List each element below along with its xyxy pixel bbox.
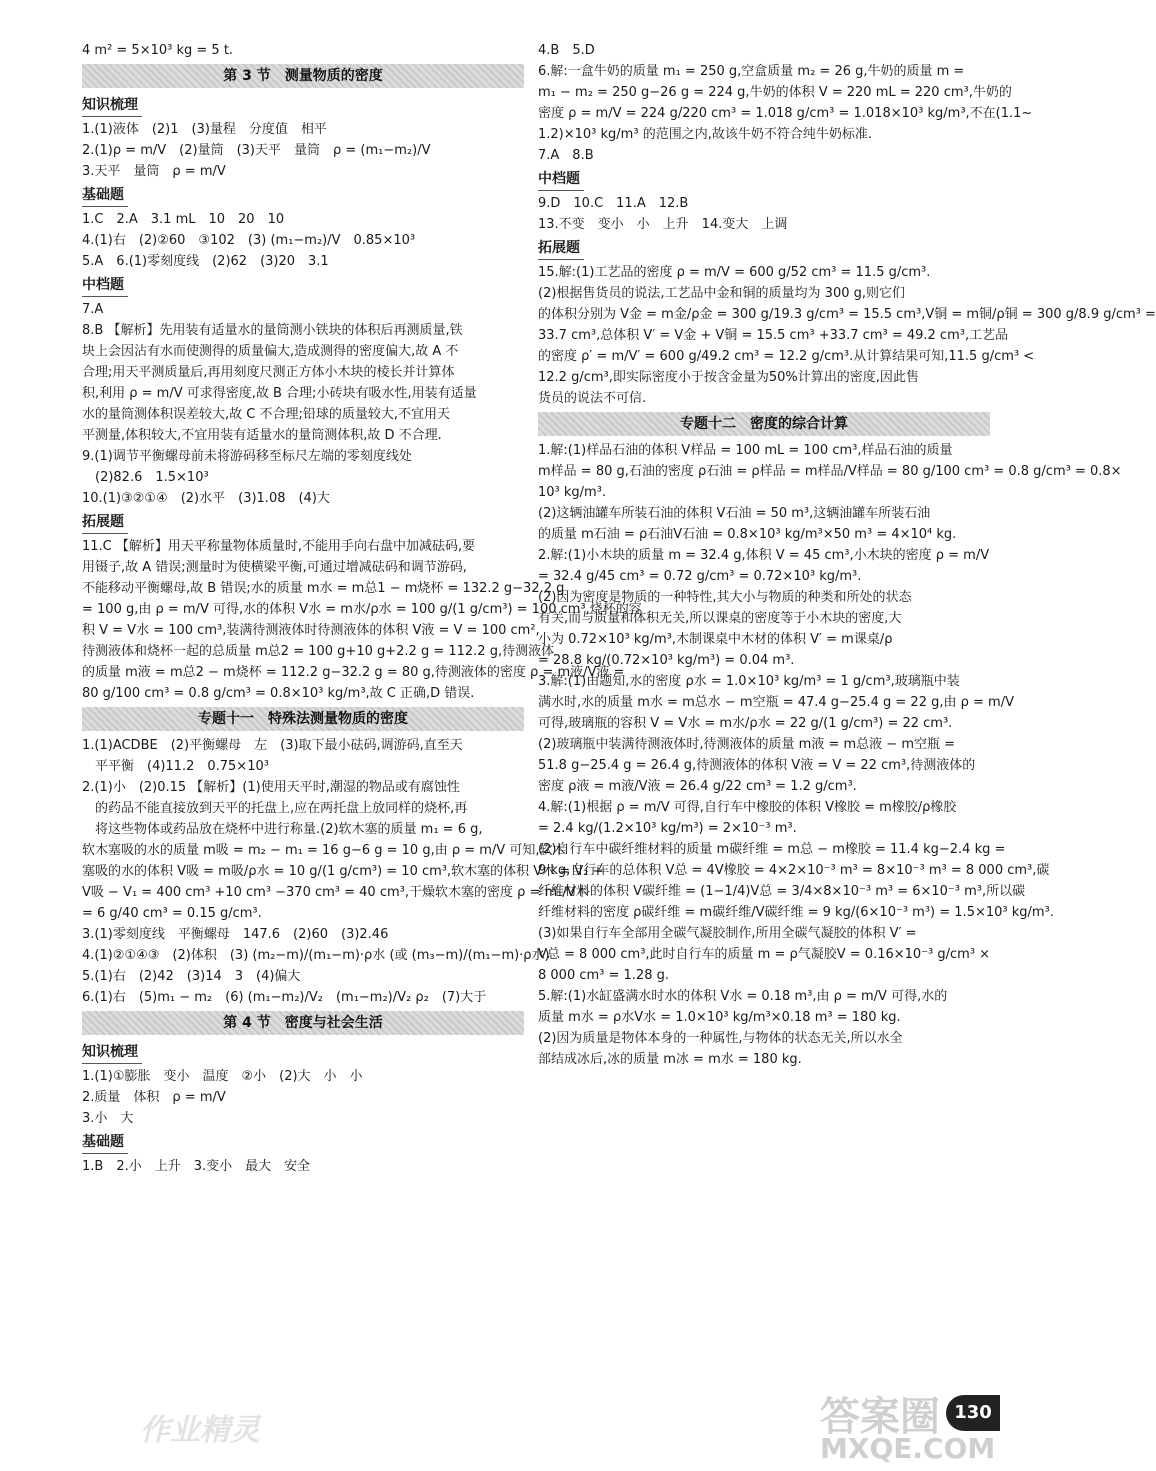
answer-line: 12.2 g/cm³,即实际密度小于按含金量为50%计算出的密度,因此售 bbox=[538, 370, 919, 385]
answer-line: = 28.8 kg/(0.72×10³ kg/m³) = 0.04 m³. bbox=[538, 653, 795, 668]
answer-line: 1.解:(1)样品石油的体积 V样品 = 100 mL = 100 cm³,样品石油的质量 bbox=[538, 443, 953, 458]
subsection-heading-row bbox=[82, 182, 524, 209]
answer-line: 9.D 10.C 11.A 12.B bbox=[538, 196, 689, 211]
answer-line: 小为 0.72×10³ kg/m³,木制课桌中木材的体积 V′ = m课桌/ρ bbox=[538, 632, 893, 647]
subsection-heading-row bbox=[82, 1039, 524, 1066]
answer-line: 平测量,体积较大,不宜用装有适量水的量筒测体积,故 D 不合理. bbox=[82, 428, 442, 443]
answer-line: 纤维材料的体积 V碳纤维 = (1−1/4)V总 = 3/4×8×10⁻³ m³ = 6×10⁻³ m³,所以碳 bbox=[538, 884, 1026, 899]
subsection-heading-row bbox=[538, 166, 990, 193]
answer-line: 可得,玻璃瓶的容积 V = V水 = m水/ρ水 = 22 g/(1 g/cm³) = 22 cm³. bbox=[538, 716, 953, 731]
answer-line: 6.(1)右 (5)m₁ − m₂ (6) (m₁−m₂)/V₂ (m₁−m₂)/V₂ ρ₂ (7)大于 bbox=[82, 990, 487, 1005]
subsection-heading: 知识梳理 bbox=[82, 1041, 142, 1064]
answer-line: 1.B 2.小 上升 3.变小 最大 安全 bbox=[82, 1159, 311, 1174]
subsection-heading: 中档题 bbox=[538, 168, 584, 191]
answer-line: 15.解:(1)工艺品的密度 ρ = m/V = 600 g/52 cm³ = 11.5 g/cm³. bbox=[538, 265, 931, 280]
answer-line: 2.解:(1)小木块的质量 m = 32.4 g,体积 V = 45 cm³,小木块的密度 ρ = m/V bbox=[538, 548, 990, 563]
answer-line: 1.(1)①膨胀 变小 温度 ②小 (2)大 小 小 bbox=[82, 1069, 363, 1084]
section-heading: 第 4 节 密度与社会生活 bbox=[82, 1011, 524, 1035]
answer-line: (2)因为密度是物质的一种特性,其大小与物质的种类和所处的状态 bbox=[538, 590, 912, 605]
subsection-heading-row bbox=[82, 509, 524, 536]
answer-line: 不能移动平衡螺母,故 B 错误;水的质量 m水 = m总1 − m烧杯 = 132.2 g−32.2 g bbox=[82, 581, 565, 596]
section-heading: 专题十一 特殊法测量物质的密度 bbox=[82, 707, 524, 731]
answer-line: m₁ − m₂ = 250 g−26 g = 224 g,牛奶的体积 V = 220 mL = 220 cm³,牛奶的 bbox=[538, 85, 1012, 100]
answer-line: 软木塞吸的水的质量 m吸 = m₂ − m₁ = 16 g−6 g = 10 g,由 ρ = m/V 可知,软木 bbox=[82, 843, 566, 858]
answer-line: (2)因为质量是物体本身的一种属性,与物体的状态无关,所以水全 bbox=[538, 1031, 903, 1046]
answer-line: 的质量 m石油 = ρ石油V石油 = 0.8×10³ kg/m³×50 m³ = 4×10⁴ kg. bbox=[538, 527, 957, 542]
answer-line: (2)根据售货员的说法,工艺品中金和铜的质量均为 300 g,则它们 bbox=[538, 286, 906, 301]
answer-line: 4.B 5.D bbox=[538, 43, 595, 58]
answer-line: 水的量筒测体积误差较大,故 C 不合理;铅球的质量较大,不宜用天 bbox=[82, 407, 450, 422]
answer-line: 1.2)×10³ kg/m³ 的范围之内,故该牛奶不符合纯牛奶标准. bbox=[538, 127, 872, 142]
answer-line: (2)自行车中碳纤维材料的质量 m碳纤维 = m总 − m橡胶 = 11.4 kg−2.4 kg = bbox=[538, 842, 1006, 857]
answer-line: 待测液体和烧杯一起的总质量 m总2 = 100 g+10 g+2.2 g = 112.2 g,待测液体 bbox=[82, 644, 555, 659]
answer-line: 1.(1)ACDBE (2)平衡螺母 左 (3)取下最小砝码,调游码,直至天 bbox=[82, 738, 463, 753]
subsection-heading: 基础题 bbox=[82, 184, 128, 207]
answer-line: 6.解:一盒牛奶的质量 m₁ = 250 g,空盒质量 m₂ = 26 g,牛奶的质量 m = bbox=[538, 64, 965, 79]
answer-line: 7.A bbox=[82, 302, 104, 317]
answer-line: 10.(1)③②①④ (2)水平 (3)1.08 (4)大 bbox=[82, 491, 330, 506]
answer-line: 合理;用天平测质量后,再用刻度尺测正方体小木块的棱长并计算体 bbox=[82, 365, 455, 380]
answer-line: (2)82.6 1.5×10³ bbox=[82, 470, 209, 485]
answer-line: 2.质量 体积 ρ = m/V bbox=[82, 1090, 226, 1105]
subsection-heading-row bbox=[82, 1129, 524, 1156]
answer-line: 1.C 2.A 3.1 mL 10 20 10 bbox=[82, 212, 285, 227]
answer-line: 部结成冰后,冰的质量 m冰 = m水 = 180 kg. bbox=[538, 1052, 802, 1067]
answer-line: = 32.4 g/45 cm³ = 0.72 g/cm³ = 0.72×10³ kg/m³. bbox=[538, 569, 862, 584]
subsection-heading: 拓展题 bbox=[538, 237, 584, 260]
answer-line: (2)玻璃瓶中装满待测液体时,待测液体的质量 m液 = m总液 − m空瓶 = bbox=[538, 737, 956, 752]
subsection-heading-row bbox=[82, 272, 524, 299]
answer-line: 5.A 6.(1)零刻度线 (2)62 (3)20 3.1 bbox=[82, 254, 329, 269]
answer-line: 4.解:(1)根据 ρ = m/V 可得,自行车中橡胶的体积 V橡胶 = m橡胶/ρ橡胶 bbox=[538, 800, 957, 815]
answer-line: V总 = 8 000 cm³,此时自行车的质量 m = ρ气凝胶V = 0.16×10⁻³ g/cm³ × bbox=[538, 947, 991, 962]
answer-line: = 2.4 kg/(1.2×10³ kg/m³) = 2×10⁻³ m³. bbox=[538, 821, 797, 836]
answer-line: 满水时,水的质量 m水 = m总水 − m空瓶 = 47.4 g−25.4 g = 22 g,由 ρ = m/V bbox=[538, 695, 1014, 710]
watermark-logo: 答案圈 bbox=[820, 1394, 940, 1440]
answer-line: 的药品不能直接放到天平的托盘上,应在两托盘上放同样的烧杯,再 bbox=[82, 801, 468, 816]
answer-line: 10³ kg/m³. bbox=[538, 485, 607, 500]
answer-line: (3)如果自行车全部用全碳气凝胶制作,所用全碳气凝胶的体积 V′ = bbox=[538, 926, 917, 941]
answer-line: 积,利用 ρ = m/V 可求得密度,故 B 合理;小砖块有吸水性,用装有适量 bbox=[82, 386, 477, 401]
answer-line: 2.(1)ρ = m/V (2)量筒 (3)天平 量筒 ρ = (m₁−m₂)/V bbox=[82, 143, 431, 158]
subsection-heading: 拓展题 bbox=[82, 511, 128, 534]
answer-line: 80 g/100 cm³ = 0.8 g/cm³ = 0.8×10³ kg/m³,故 C 正确,D 错误. bbox=[82, 686, 475, 701]
answer-line: 塞吸的水的体积 V吸 = m吸/ρ水 = 10 g/(1 g/cm³) = 10 cm³,软木塞的体积 V木 = V₂ + bbox=[82, 864, 604, 879]
answer-line: 用镊子,故 A 错误;测量时为使横梁平衡,可通过增减砝码和调节游码, bbox=[82, 560, 467, 575]
answer-line: 质量 m水 = ρ水V水 = 1.0×10³ kg/m³×0.18 m³ = 180 kg. bbox=[538, 1010, 901, 1025]
subsection-heading: 中档题 bbox=[82, 274, 128, 297]
subsection-heading-row bbox=[538, 235, 990, 262]
answer-line: 平平衡 (4)11.2 0.75×10³ bbox=[82, 759, 269, 774]
answer-line: 的质量 m液 = m总2 − m烧杯 = 112.2 g−32.2 g = 80 g,待测液体的密度 ρ = m液/V液 = bbox=[82, 665, 625, 680]
answer-line: = 100 g,由 ρ = m/V 可得,水的体积 V水 = m水/ρ水 = 100 g/(1 g/cm³) = 100 cm³,烧杯的容 bbox=[82, 602, 642, 617]
answer-line: = 6 g/40 cm³ = 0.15 g/cm³. bbox=[82, 906, 262, 921]
watermark-text: 作业精灵 bbox=[140, 1413, 260, 1448]
answer-line: 密度 ρ液 = m液/V液 = 26.4 g/22 cm³ = 1.2 g/cm³. bbox=[538, 779, 857, 794]
answer-line: 4 m² = 5×10³ kg = 5 t. bbox=[82, 43, 234, 58]
answer-line: 8.B 【解析】先用装有适量水的量筒测小铁块的体积后再测质量,铁 bbox=[82, 323, 463, 338]
subsection-heading-row bbox=[82, 92, 524, 119]
answer-line: 4.(1)②①④③ (2)体积 (3) (m₂−m)/(m₁−m)·ρ水 (或 (m₃−m)/(m₁−m)·ρ水) bbox=[82, 948, 550, 963]
answer-line: 4.(1)右 (2)②60 ③102 (3) (m₁−m₂)/V 0.85×10³ bbox=[82, 233, 416, 248]
answer-line: 1.(1)液体 (2)1 (3)量程 分度值 相平 bbox=[82, 122, 327, 137]
answer-line: 5.解:(1)水缸盛满水时水的体积 V水 = 0.18 m³,由 ρ = m/V 可得,水的 bbox=[538, 989, 948, 1004]
answer-line: 3.小 大 bbox=[82, 1111, 134, 1126]
answer-line: m样品 = 80 g,石油的密度 ρ石油 = ρ样品 = m样品/V样品 = 80 g/100 cm³ = 0.8 g/cm³ = 0.8× bbox=[538, 464, 1122, 479]
answer-line: 9 kg,自行车的总体积 V总 = 4V橡胶 = 4×2×10⁻³ m³ = 8×10⁻³ m³ = 8 000 cm³,碳 bbox=[538, 863, 1050, 878]
answer-line: 将这些物体或药品放在烧杯中进行称量.(2)软木塞的质量 m₁ = 6 g, bbox=[82, 822, 483, 837]
answer-line: 33.7 cm³,总体积 V′ = V金 + V铜 = 15.5 cm³ +33.7 cm³ = 49.2 cm³,工艺品 bbox=[538, 328, 1009, 343]
answer-line: 积 V = V水 = 100 cm³,装满待测液体时待测液体的体积 V液 = V = 100 cm², bbox=[82, 623, 540, 638]
page-number: 130 bbox=[946, 1395, 1000, 1431]
answer-line: 的体积分别为 V金 = m金/ρ金 = 300 g/19.3 g/cm³ = 15.5 cm³,V铜 = m铜/ρ铜 = 300 g/8.9 g/cm³ = bbox=[538, 307, 1156, 322]
answer-line: V吸 − V₁ = 400 cm³ +10 cm³ −370 cm³ = 40 cm³,干燥软木塞的密度 ρ = m₁/V木 bbox=[82, 885, 589, 900]
answer-line: 的密度 ρ′ = m/V′ = 600 g/49.2 cm³ = 12.2 g/cm³.从计算结果可知,11.5 g/cm³ < bbox=[538, 349, 1035, 364]
watermark-site: MXQE.COM bbox=[820, 1432, 996, 1465]
answer-line: 5.(1)右 (2)42 (3)14 3 (4)偏大 bbox=[82, 969, 301, 984]
answer-line: 51.8 g−25.4 g = 26.4 g,待测液体的体积 V液 = V = 22 cm³,待测液体的 bbox=[538, 758, 976, 773]
answer-line: 3.解:(1)由题知,水的密度 ρ水 = 1.0×10³ kg/m³ = 1 g/cm³,玻璃瓶中装 bbox=[538, 674, 960, 689]
answer-line: 13.不变 变小 小 上升 14.变大 上调 bbox=[538, 217, 788, 232]
subsection-heading: 基础题 bbox=[82, 1131, 128, 1154]
answer-line: 2.(1)小 (2)0.15 【解析】(1)使用天平时,潮湿的物品或有腐蚀性 bbox=[82, 780, 460, 795]
right-answer-column bbox=[538, 40, 1156, 1070]
answer-line: 11.C 【解析】用天平称量物体质量时,不能用手向右盘中加减砝码,要 bbox=[82, 539, 476, 554]
answer-line: 货员的说法不可信. bbox=[538, 391, 647, 406]
answer-line: 9.(1)调节平衡螺母前未将游码移至标尺左端的零刻度线处 bbox=[82, 449, 412, 464]
answer-line: 3.(1)零刻度线 平衡螺母 147.6 (2)60 (3)2.46 bbox=[82, 927, 389, 942]
answer-line: 有关,而与质量和体积无关,所以课桌的密度等于小木块的密度,大 bbox=[538, 611, 902, 626]
answer-line: 7.A 8.B bbox=[538, 148, 594, 163]
answer-line: 纤维材料的密度 ρ碳纤维 = m碳纤维/V碳纤维 = 9 kg/(6×10⁻³ m³) = 1.5×10³ kg/m³. bbox=[538, 905, 1054, 920]
section-heading: 第 3 节 测量物质的密度 bbox=[82, 64, 524, 88]
answer-line: 3.天平 量筒 ρ = m/V bbox=[82, 164, 226, 179]
answer-line: (2)这辆油罐车所装石油的体积 V石油 = 50 m³,这辆油罐车所装石油 bbox=[538, 506, 931, 521]
answer-line: 8 000 cm³ = 1.28 g. bbox=[538, 968, 669, 983]
subsection-heading: 知识梳理 bbox=[82, 94, 142, 117]
answer-line: 块上会因沾有水而使测得的质量偏大,造成测得的密度偏大,故 A 不 bbox=[82, 344, 459, 359]
answer-line: 密度 ρ = m/V = 224 g/220 cm³ = 1.018 g/cm³ = 1.018×10³ kg/m³,不在(1.1~ bbox=[538, 106, 1033, 121]
section-heading: 专题十二 密度的综合计算 bbox=[538, 412, 990, 436]
